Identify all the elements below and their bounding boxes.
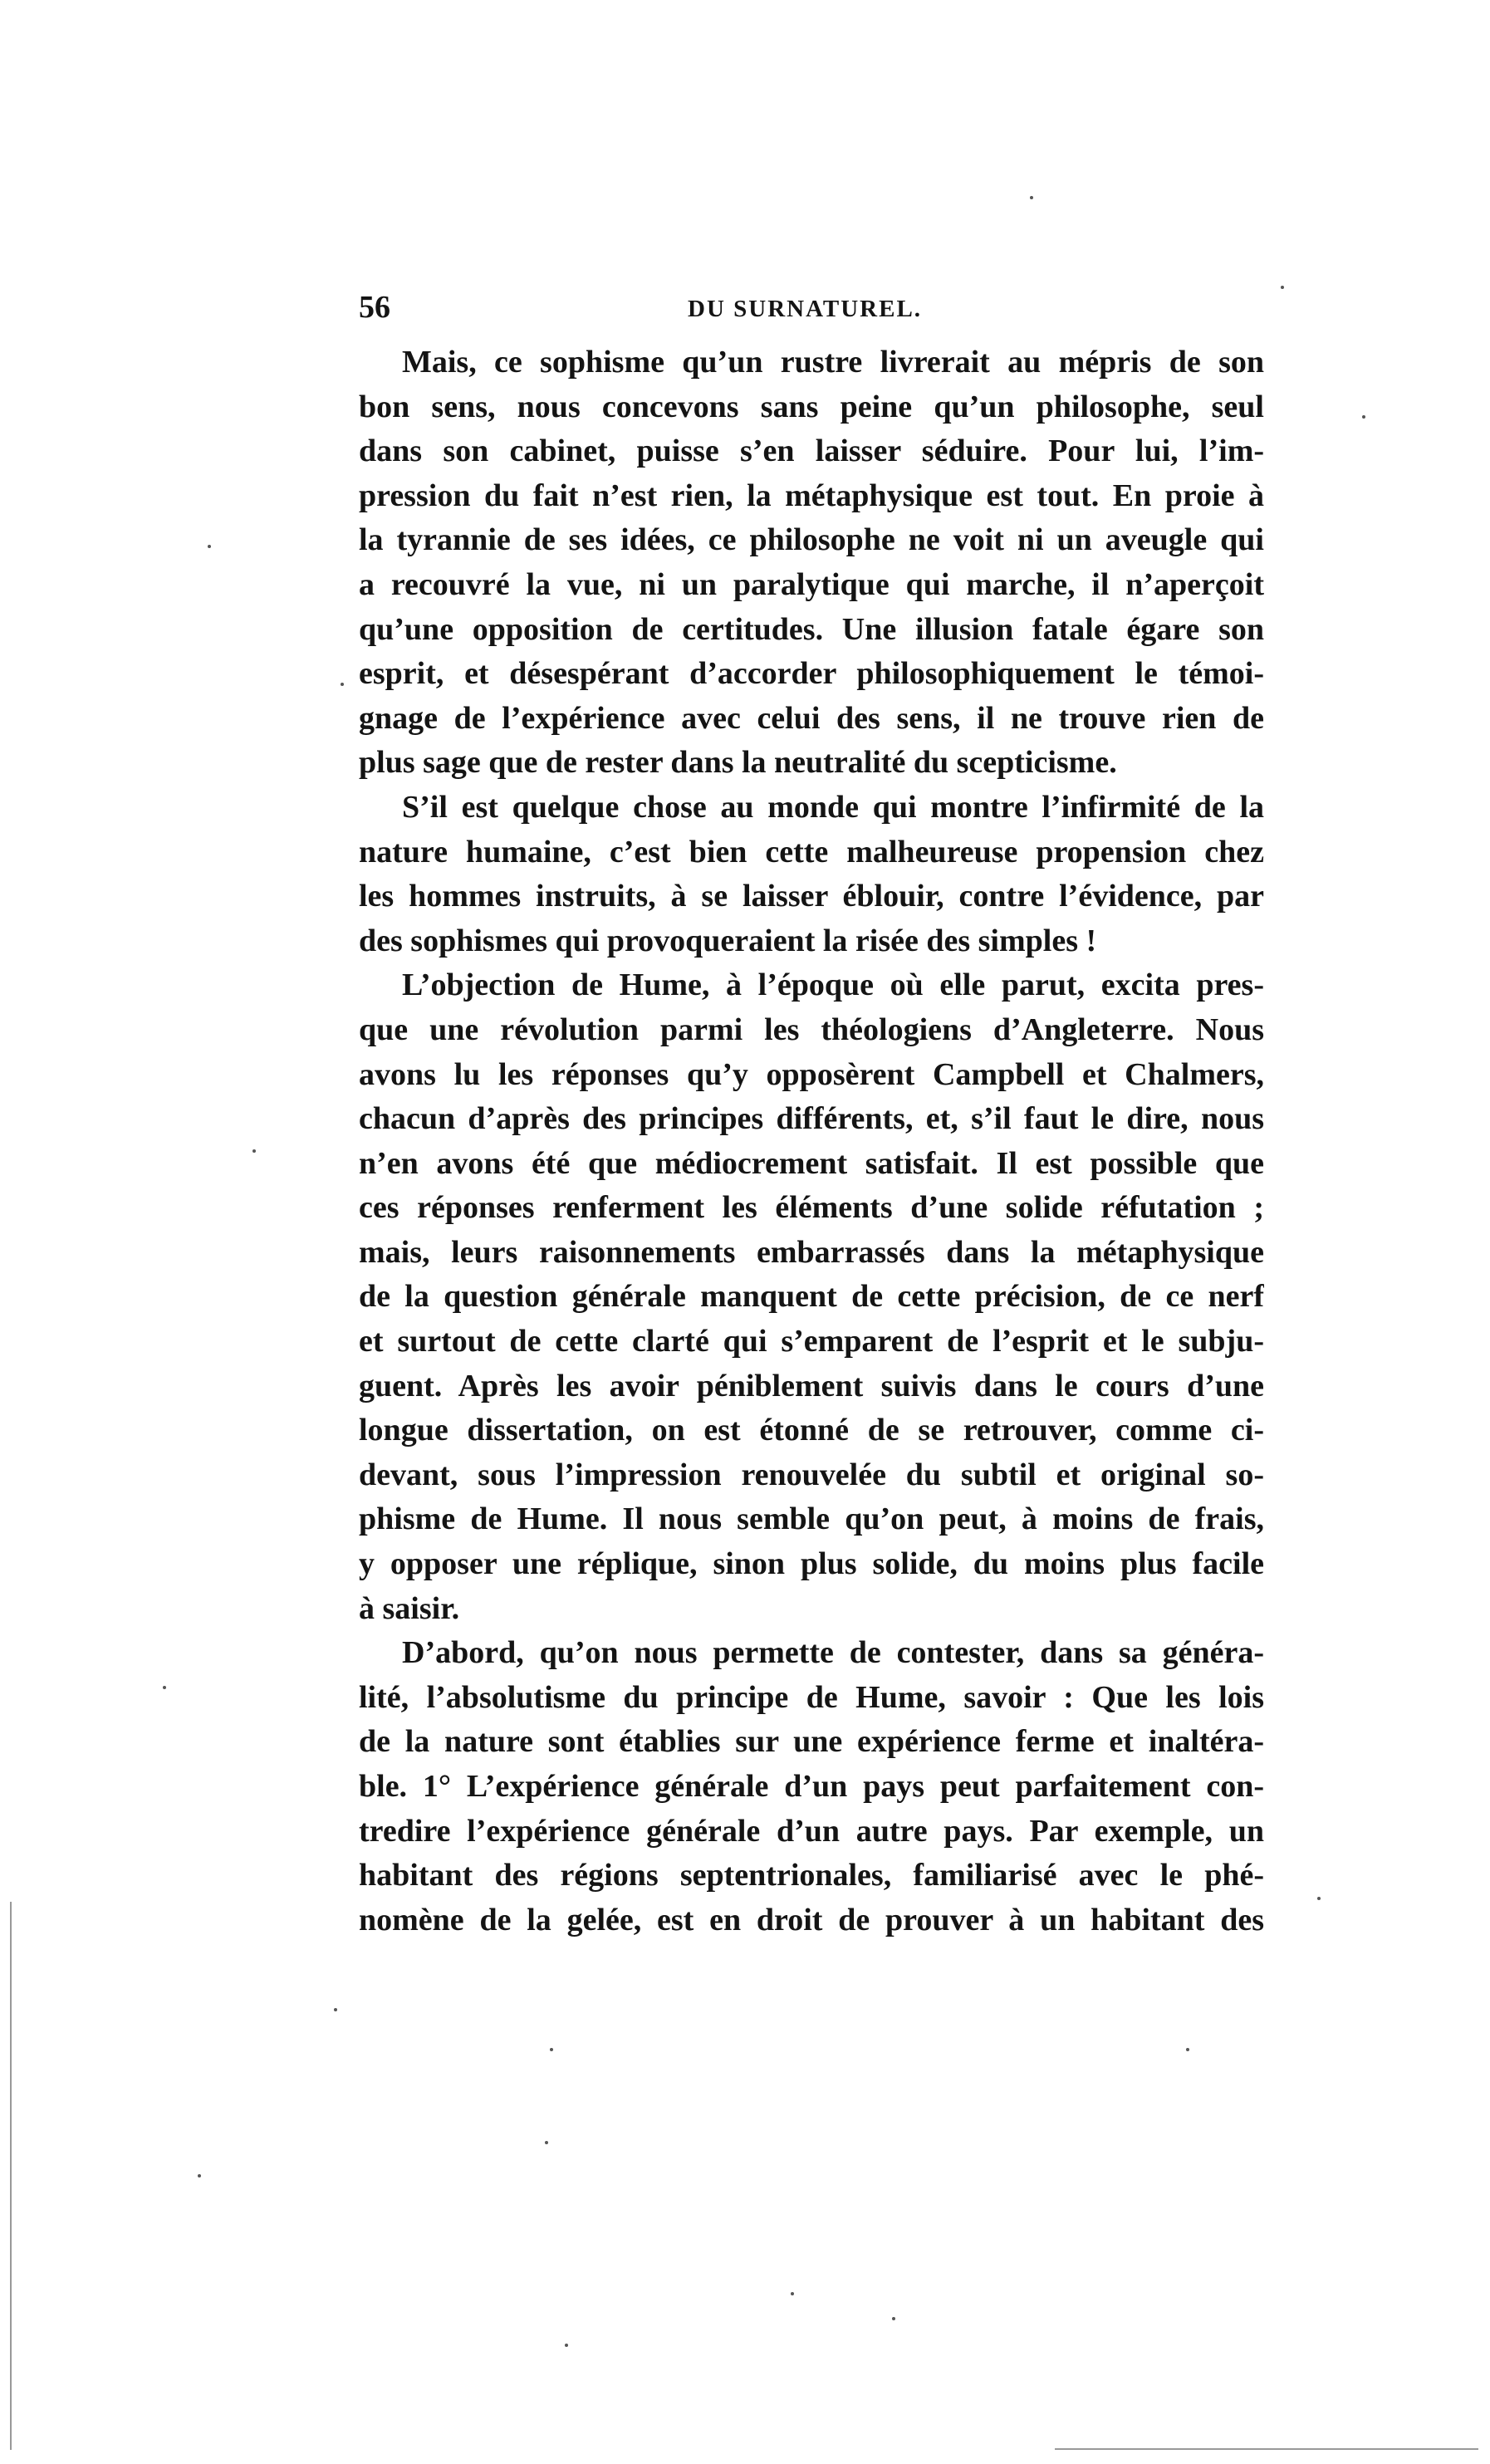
scan-speck — [163, 1686, 166, 1689]
scan-speck — [1030, 196, 1033, 199]
page-number: 56 — [359, 290, 390, 325]
text-line: qu’une opposition de certitudes. Une illusion fatale égare son — [359, 611, 1264, 647]
scan-speck — [1281, 286, 1284, 289]
scan-speck — [565, 2344, 568, 2347]
text-line: plus sage que de rester dans la neutralité du scepticisme. — [359, 745, 1117, 781]
scan-speck — [1186, 2048, 1189, 2051]
text-line: esprit, et désespérant d’accorder philosophiquement le témoi- — [359, 656, 1264, 692]
text-line: à saisir. — [359, 1590, 460, 1626]
text-line: avons lu les réponses qu’y opposèrent Campbell et Chalmers, — [359, 1056, 1264, 1092]
scan-speck — [198, 2174, 201, 2177]
text-line: S’il est quelque chose au monde qui montre l’infirmité de la — [402, 789, 1264, 825]
scan-speck — [791, 2292, 794, 2295]
text-line: D’abord, qu’on nous permette de contester, dans sa généra- — [402, 1635, 1264, 1671]
scan-speck — [208, 545, 211, 548]
scan-speck — [545, 2141, 548, 2144]
paragraph-1 — [359, 340, 1264, 786]
scan-speck — [1362, 415, 1365, 419]
text-line: nature humaine, c’est bien cette malheureuse propension chez — [359, 834, 1264, 870]
text-line: nomène de la gelée, est en droit de prouver à un habitant des — [359, 1902, 1264, 1937]
text-line: dans son cabinet, puisse s’en laisser séduire. Pour lui, l’im- — [359, 434, 1264, 469]
text-line: chacun d’après des principes différents, et, s’il faut le dire, nous — [359, 1101, 1264, 1137]
running-title: DU SURNATUREL. — [688, 296, 923, 322]
text-line: L’objection de Hume, à l’époque où elle parut, excita pres- — [402, 967, 1264, 1003]
page-header — [359, 289, 1256, 326]
text-line: devant, sous l’impression renouvelée du subtil et original so- — [359, 1457, 1264, 1492]
text-line: ble. 1° L’expérience générale d’un pays peut parfaitement con- — [359, 1769, 1264, 1804]
text-line: y opposer une réplique, sinon plus solide, du moins plus facile — [359, 1546, 1264, 1582]
scan-speck — [334, 2008, 337, 2011]
text-line: lité, l’absolutisme du principe de Hume, savoir : Que les lois — [359, 1679, 1264, 1715]
text-line: tredire l’expérience générale d’un autre pays. Par exemple, un — [359, 1813, 1264, 1849]
text-line: de la question générale manquent de cette précision, de ce nerf — [359, 1279, 1264, 1315]
text-line: longue dissertation, on est étonné de se retrouver, comme ci- — [359, 1413, 1264, 1448]
body-text — [359, 340, 1264, 1942]
text-line: gnage de l’expérience avec celui des sens, il ne trouve rien de — [359, 700, 1264, 736]
text-line: pression du fait n’est rien, la métaphysique est tout. En proie à — [359, 478, 1264, 513]
paragraph-2 — [359, 786, 1264, 963]
scan-speck — [341, 683, 344, 686]
text-line: habitant des régions septentrionales, familiarisé avec le phé- — [359, 1858, 1264, 1893]
text-line: que une révolution parmi les théologiens d’Angleterre. Nous — [359, 1012, 1264, 1047]
text-line: ces réponses renferment les éléments d’une solide réfutation ; — [359, 1190, 1264, 1226]
scan-speck — [252, 1149, 256, 1153]
text-line: a recouvré la vue, ni un paralytique qui marche, il n’aperçoit — [359, 566, 1264, 602]
text-line: et surtout de cette clarté qui s’emparent de l’esprit et le subju- — [359, 1324, 1264, 1359]
scan-edge-line — [10, 1902, 12, 2450]
scan-speck — [892, 2317, 895, 2320]
scan-speck — [1317, 1897, 1321, 1900]
text-line: n’en avons été que médiocrement satisfait. Il est possible que — [359, 1145, 1264, 1181]
text-line: Mais, ce sophisme qu’un rustre livrerait au mépris de son — [402, 345, 1264, 380]
scan-speck — [550, 2048, 553, 2051]
text-line: de la nature sont établies sur une expérience ferme et inaltéra- — [359, 1724, 1264, 1760]
text-line: mais, leurs raisonnements embarrassés dans la métaphysique — [359, 1234, 1264, 1270]
paragraph-3 — [359, 963, 1264, 1631]
text-line: des sophismes qui provoqueraient la risée des simples ! — [359, 923, 1097, 958]
scan-edge-line — [1055, 2448, 1478, 2450]
text-line: bon sens, nous concevons sans peine qu’un philosophe, seul — [359, 389, 1264, 424]
text-line: les hommes instruits, à se laisser éblouir, contre l’évidence, par — [359, 879, 1264, 914]
text-line: la tyrannie de ses idées, ce philosophe ne voit ni un aveugle qui — [359, 522, 1264, 558]
text-line: guent. Après les avoir péniblement suivis dans le cours d’une — [359, 1368, 1264, 1403]
text-line: phisme de Hume. Il nous semble qu’on peut, à moins de frais, — [359, 1501, 1264, 1537]
paragraph-4 — [359, 1631, 1264, 1942]
